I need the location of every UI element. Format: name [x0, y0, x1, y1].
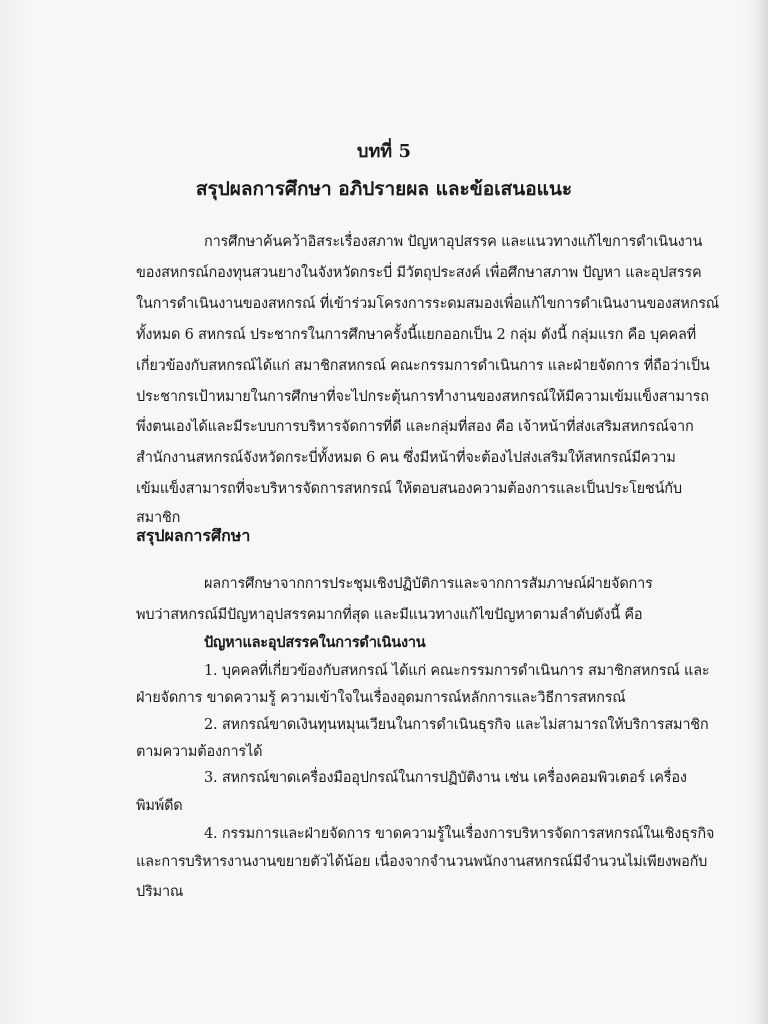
item-line: พิมพ์ดีด [136, 798, 183, 814]
intro-line: ทั้งหมด 6 สหกรณ์ ประชากรในการศึกษาครั้งนี้แยกออกเป็น 2 กลุ่ม ดังนี้ กลุ่มแรก คือ บุคคลที่ [136, 327, 697, 343]
chapter-number: บทที่ 5 [357, 141, 411, 162]
intro-line: เข้มแข็งสามารถที่จะบริหารจัดการสหกรณ์ ให้ตอบสนองความต้องการและเป็นประโยชน์กับ [136, 481, 682, 497]
item-line: และการบริหารงานงานขยายตัวได้น้อย เนื่องจากจำนวนพนักงานสหกรณ์มีจำนวนไม่เพียงพอกับ [136, 854, 708, 870]
item-line: 3. สหกรณ์ขาดเครื่องมืออุปกรณ์ในการปฏิบัติงาน เช่น เครื่องคอมพิวเตอร์ เครื่อง [204, 770, 687, 786]
item-line: ฝ่ายจัดการ ขาดความรู้ ความเข้าใจในเรื่องอุดมการณ์หลักการและวิธีการสหกรณ์ [136, 690, 626, 706]
item-line: ปริมาณ [136, 884, 184, 900]
intro-line: การศึกษาค้นคว้าอิสระเรื่องสภาพ ปัญหาอุปสรรค และแนวทางแก้ไขการดำเนินงาน [204, 234, 703, 250]
item-line: 2. สหกรณ์ขาดเงินทุนหมุนเวียนในการดำเนินธุรกิจ และไม่สามารถให้บริการสมาชิก [204, 717, 709, 733]
item-line: ตามความต้องการได้ [136, 744, 263, 760]
intro-line: พึ่งตนเองได้และมีระบบการบริหารจัดการที่ดี และกลุ่มที่สอง คือ เจ้าหน้าที่ส่งเสริมสหกรณ์จาก [136, 419, 694, 435]
item-line: 1. บุคคลที่เกี่ยวข้องกับสหกรณ์ ได้แก่ คณะกรรมการดำเนินการ สมาชิกสหกรณ์ และ [204, 663, 710, 679]
intro-line: ประชากรเป้าหมายในการศึกษาที่จะไปกระตุ้นการทำงานของสหกรณ์ให้มีความเข้มแข็งสามารถ [136, 389, 709, 405]
item-line: 4. กรรมการและฝ่ายจัดการ ขาดความรู้ในเรื่องการบริหารจัดการสหกรณ์ในเชิงธุรกิจ [204, 826, 715, 842]
section-heading: สรุปผลการศึกษา [136, 526, 251, 545]
intro-line: เกี่ยวข้องกับสหกรณ์ได้แก่ สมาชิกสหกรณ์ คณะกรรมการดำเนินการ และฝ่ายจัดการ ที่ถือว่าเป็น [136, 358, 710, 374]
subsection-heading: ปัญหาและอุปสรรคในการดำเนินงาน [204, 634, 426, 651]
summary-line: พบว่าสหกรณ์มีปัญหาอุปสรรคมากที่สุด และมีแนวทางแก้ไขปัญหาตามลำดับดังนี้ คือ [136, 607, 643, 623]
intro-line: สมาชิก [136, 510, 181, 526]
intro-line: ของสหกรณ์กองทุนสวนยางในจังหวัดกระบี่ มีวัตถุประสงค์ เพื่อศึกษาสภาพ ปัญหา และอุปสรรค [136, 265, 702, 281]
chapter-title: สรุปผลการศึกษา อภิปรายผล และข้อเสนอแนะ [195, 178, 573, 200]
intro-line: สำนักงานสหกรณ์จังหวัดกระบี่ทั้งหมด 6 คน ซึ่งมีหน้าที่จะต้องไปส่งเสริมให้สหกรณ์มีความ [136, 450, 676, 466]
summary-line: ผลการศึกษาจากการประชุมเชิงปฏิบัติการและจากการสัมภาษณ์ฝ่ายจัดการ [204, 576, 653, 592]
intro-line: ในการดำเนินงานของสหกรณ์ ที่เข้าร่วมโครงการระดมสมองเพื่อแก้ไขการดำเนินงานของสหกรณ์ [136, 296, 720, 312]
